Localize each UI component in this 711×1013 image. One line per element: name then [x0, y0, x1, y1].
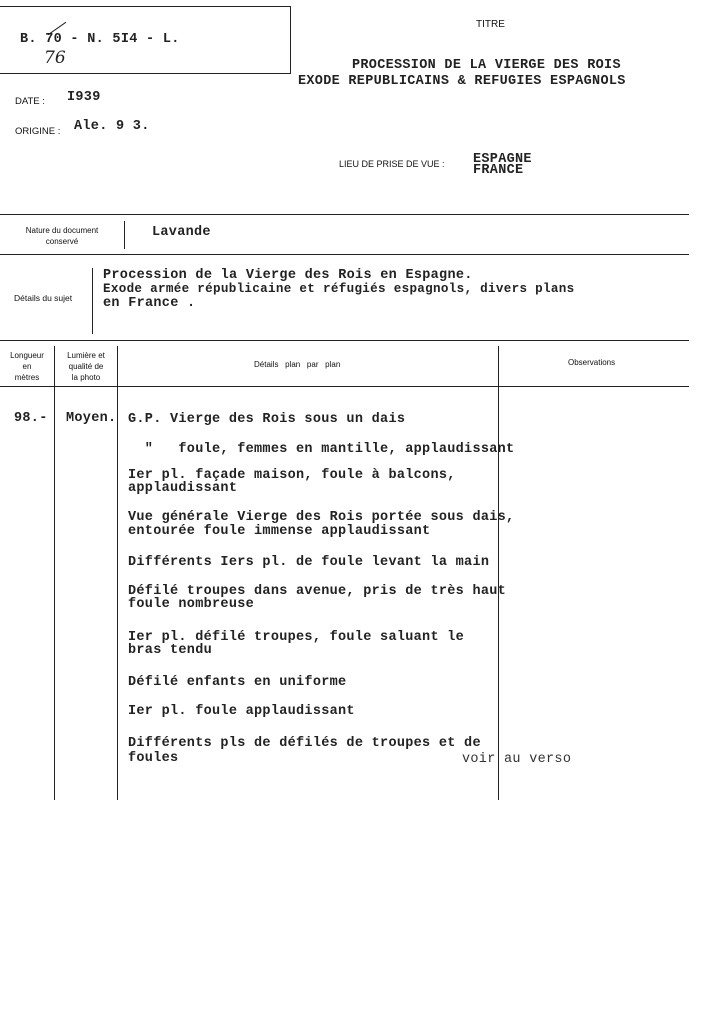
entry-6-line-1: Défilé troupes dans avenue, pris de très haut — [128, 584, 507, 599]
table-top-border — [0, 340, 689, 341]
lieu-label: LIEU DE PRISE DE VUE : — [339, 159, 445, 169]
ref-box-right-border — [290, 6, 291, 74]
nature-bottom-border — [0, 254, 689, 255]
table-col-divider-2 — [117, 346, 118, 800]
lieu-value-espagne: ESPAGNE — [473, 152, 532, 167]
entry-10-line-1: Différents pls de défilés de troupes et de — [128, 736, 481, 751]
cell-lumiere: Moyen. — [66, 411, 117, 426]
title-line-1: PROCESSION DE LA VIERGE DES ROIS — [352, 58, 621, 73]
lieu-value-france: FRANCE — [473, 163, 524, 178]
sujet-label: Détails du sujet — [14, 293, 73, 303]
reference-number: B. 70 - N. 5I4 - L. — [20, 32, 180, 47]
table-col-divider-1 — [54, 346, 55, 800]
header-observations: Observations — [568, 358, 616, 367]
entry-7-line-2: bras tendu — [128, 643, 213, 658]
table-header-bottom-border — [0, 386, 689, 387]
nature-label-line-2: conservé — [45, 237, 79, 246]
entry-3-line-2: applaudissant — [128, 481, 238, 496]
entry-7-line-1: Ier pl. défilé troupes, foule saluant le — [128, 630, 465, 645]
entry-5-line-1: Différents Iers pl. de foule levant la main — [128, 555, 490, 570]
header-longueur-line-1: Longueur — [10, 351, 44, 360]
reference-handwritten-correction: 76 — [44, 48, 66, 68]
entry-8-line-1: Défilé enfants en uniforme — [128, 675, 347, 690]
entry-10-line-2: foules — [128, 751, 179, 766]
entry-4-line-2: entourée foule immense applaudissant — [128, 524, 431, 539]
date-label: DATE : — [15, 96, 45, 107]
sujet-line-2: Exode armée républicaine et réfugiés espagnols, divers plans — [103, 282, 575, 296]
ref-box-top-border — [0, 6, 291, 7]
nature-label — [14, 225, 110, 247]
header-longueur-line-2: en — [22, 362, 32, 371]
entry-4-line-1: Vue générale Vierge des Rois portée sous dais, — [128, 510, 515, 525]
sujet-divider — [92, 268, 93, 334]
entry-1-line-1: G.P. Vierge des Rois sous un dais — [128, 412, 406, 427]
titre-label: TITRE — [476, 19, 505, 30]
header-lumiere-line-2: qualité de — [68, 362, 104, 371]
header-longueur-line-3: mètres — [14, 373, 40, 382]
header-lumiere — [55, 350, 117, 383]
entry-6-line-2: foule nombreuse — [128, 597, 255, 612]
header-longueur — [0, 350, 54, 383]
nature-value: Lavande — [152, 225, 211, 240]
entry-9-line-1: Ier pl. foule applaudissant — [128, 704, 355, 719]
entry-3-line-1: Ier pl. façade maison, foule à balcons, — [128, 468, 456, 483]
nature-top-border — [0, 214, 689, 215]
origine-value: Ale. 9 3. — [74, 119, 150, 134]
sujet-line-3: en France . — [103, 296, 196, 311]
title-line-2: EXODE REPUBLICAINS & REFUGIES ESPAGNOLS — [298, 74, 626, 89]
verso-note: voir au verso — [462, 752, 572, 767]
nature-divider — [124, 221, 125, 249]
ref-box-bottom-border — [0, 73, 291, 74]
table-col-divider-3 — [498, 346, 499, 800]
header-lumiere-line-3: la photo — [71, 373, 101, 382]
sujet-line-1: Procession de la Vierge des Rois en Espagne. — [103, 268, 473, 283]
date-value: I939 — [67, 90, 101, 105]
origine-label: ORIGINE : — [15, 126, 61, 137]
header-lumiere-line-1: Lumière et — [67, 351, 105, 360]
header-details: Détails plan par plan — [254, 360, 341, 369]
cell-longueur: 98.- — [14, 411, 48, 426]
nature-label-line-1: Nature du document — [25, 226, 99, 235]
entry-2-line-1: " foule, femmes en mantille, applaudissant — [128, 442, 515, 457]
